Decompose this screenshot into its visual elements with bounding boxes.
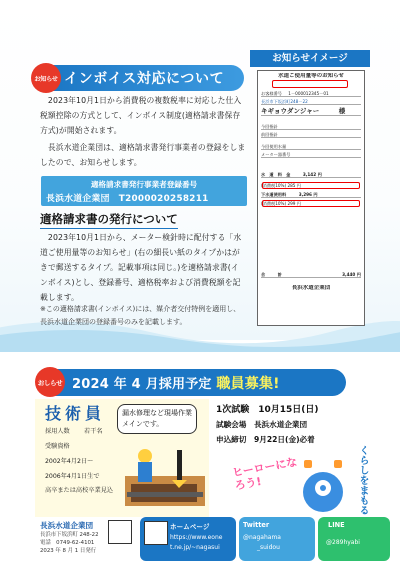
- slip-row-0: 今回指針: [261, 123, 361, 130]
- hero-text: ヒーローになろう!: [231, 455, 299, 493]
- slip-row-3: メーター器番号: [261, 151, 361, 158]
- slip-row-1: 前回指針: [261, 131, 361, 138]
- slip-customer-name: キギョウダンジャー 様: [261, 106, 361, 116]
- job-count-label: 採用人数: [45, 428, 70, 435]
- invoice-title: インボイス対応について: [64, 71, 225, 87]
- line-link[interactable]: [318, 517, 390, 561]
- slip-row-7: 下水道使用料 3,296 円: [261, 191, 361, 198]
- notice-badge: お知らせ: [31, 63, 61, 93]
- org-address: 長浜市下坂浜町 248-22: [40, 532, 99, 538]
- notice-slip: [257, 70, 365, 326]
- invoice-paragraph-3: 2023年10月1日から、メーター検針時に配付する「水道ご使用量等のお知らせ」(右の細長い紙のタイプかはがきで郵送するタイプ。記載事項は同じ。)を適格請求書(インボイス)とし、登録番号、適格税率および消費税額を記載します。: [40, 233, 242, 302]
- exam-venue: 試験会場 長浜水道企業団: [216, 420, 308, 429]
- org-name: 長浜水道企業団: [40, 521, 94, 530]
- registration-number: 長浜水道企業団 T2000020258211: [46, 194, 209, 204]
- job-qualification-3: 高卒または高校卒業見込: [45, 487, 114, 494]
- job-speech-bubble: 漏水修理など現場作業メインです。: [117, 404, 197, 434]
- slip-customer-no: 1－000012345－01: [288, 91, 329, 96]
- slip-address: 長浜市下坂浜町248－22: [261, 98, 361, 105]
- recruit-title-year: 2024 年 4 月採用予定: [72, 377, 212, 392]
- slip-total-value: 3,440 円: [342, 272, 361, 277]
- homepage-url-1: https://www.eone: [170, 534, 223, 541]
- recruit-title-main: 職員募集!: [216, 376, 280, 392]
- twitter-link[interactable]: [239, 517, 315, 561]
- issue-title: 適格請求書の発行について: [40, 211, 178, 229]
- job-qualification-2: 2006年4月1日生で: [45, 473, 100, 480]
- slip-heading: 水道ご使用量等のお知らせ: [278, 73, 344, 79]
- line-handle: @289hyabi: [326, 539, 360, 546]
- recruit-title: [72, 373, 280, 393]
- invoice-paragraph-2: 長浜水道企業団は、適格請求書発行事業者の登録をしましたので、お知らせします。: [40, 143, 246, 167]
- slip-customer-row: [261, 90, 361, 97]
- homepage-link[interactable]: [140, 517, 236, 561]
- slip-row-8: (消費税10%) 299 円: [261, 201, 301, 206]
- homepage-title: ホームページ: [170, 523, 210, 531]
- job-title: 技術員: [45, 404, 106, 423]
- slip-row-5: 水 道 料 金 3,142 円: [261, 171, 361, 178]
- twitter-title: Twitter: [243, 521, 270, 529]
- job-count: 若干名: [84, 428, 103, 435]
- job-qualification-1: 2002年4月2日～: [45, 458, 94, 465]
- slip-org-footer: 長浜水道企業団: [291, 285, 331, 291]
- homepage-qr-code: [144, 521, 168, 545]
- slip-total-row: [261, 271, 361, 278]
- exam-date: 1次試験 10月15日(日): [216, 405, 319, 415]
- org-qr-code: [108, 520, 132, 544]
- recruit-badge: おしらせ: [35, 367, 65, 397]
- homepage-url-2: t.ne.jp/~nagasui: [170, 544, 220, 551]
- org-phone: 電話 0749-62-4101: [40, 540, 95, 546]
- slip-total-label: 合 計: [261, 272, 282, 277]
- worker-illustration: [117, 436, 207, 514]
- slip-highlight-box: [272, 80, 348, 88]
- exam-deadline: 申込締切 9月22日(金)必着: [216, 435, 315, 444]
- registration-label: 適格請求書発行事業者登録番号: [90, 180, 198, 189]
- slip-customer-no-label: お客様番号: [261, 91, 282, 96]
- twitter-handle-1: @nagahama: [243, 534, 281, 541]
- org-issue-date: 2023 年 8 月 1 日発行: [40, 548, 97, 554]
- slip-row-2: 今回使用水量: [261, 143, 361, 150]
- notice-image-title: お知らせイメージ: [250, 50, 370, 67]
- job-qualification-label: 受験資格: [45, 443, 70, 450]
- line-title: LINE: [328, 521, 345, 529]
- tagline: くらしをまもる: [357, 445, 368, 515]
- invoice-note: ※この適格請求書(インボイス)には、媒介者交付特例を適用し、長浜水道企業団の登録番号のみを記載します。: [40, 305, 241, 326]
- invoice-paragraph-1: 2023年10月1日から消費税の複数税率に対応した仕入税額控除の方式として、インボイス制度(適格請求書保存方式)が開始されます。: [40, 96, 242, 135]
- slip-row-6: (消費税10%) 285 円: [261, 183, 301, 188]
- twitter-handle-2: _suidou: [257, 544, 280, 551]
